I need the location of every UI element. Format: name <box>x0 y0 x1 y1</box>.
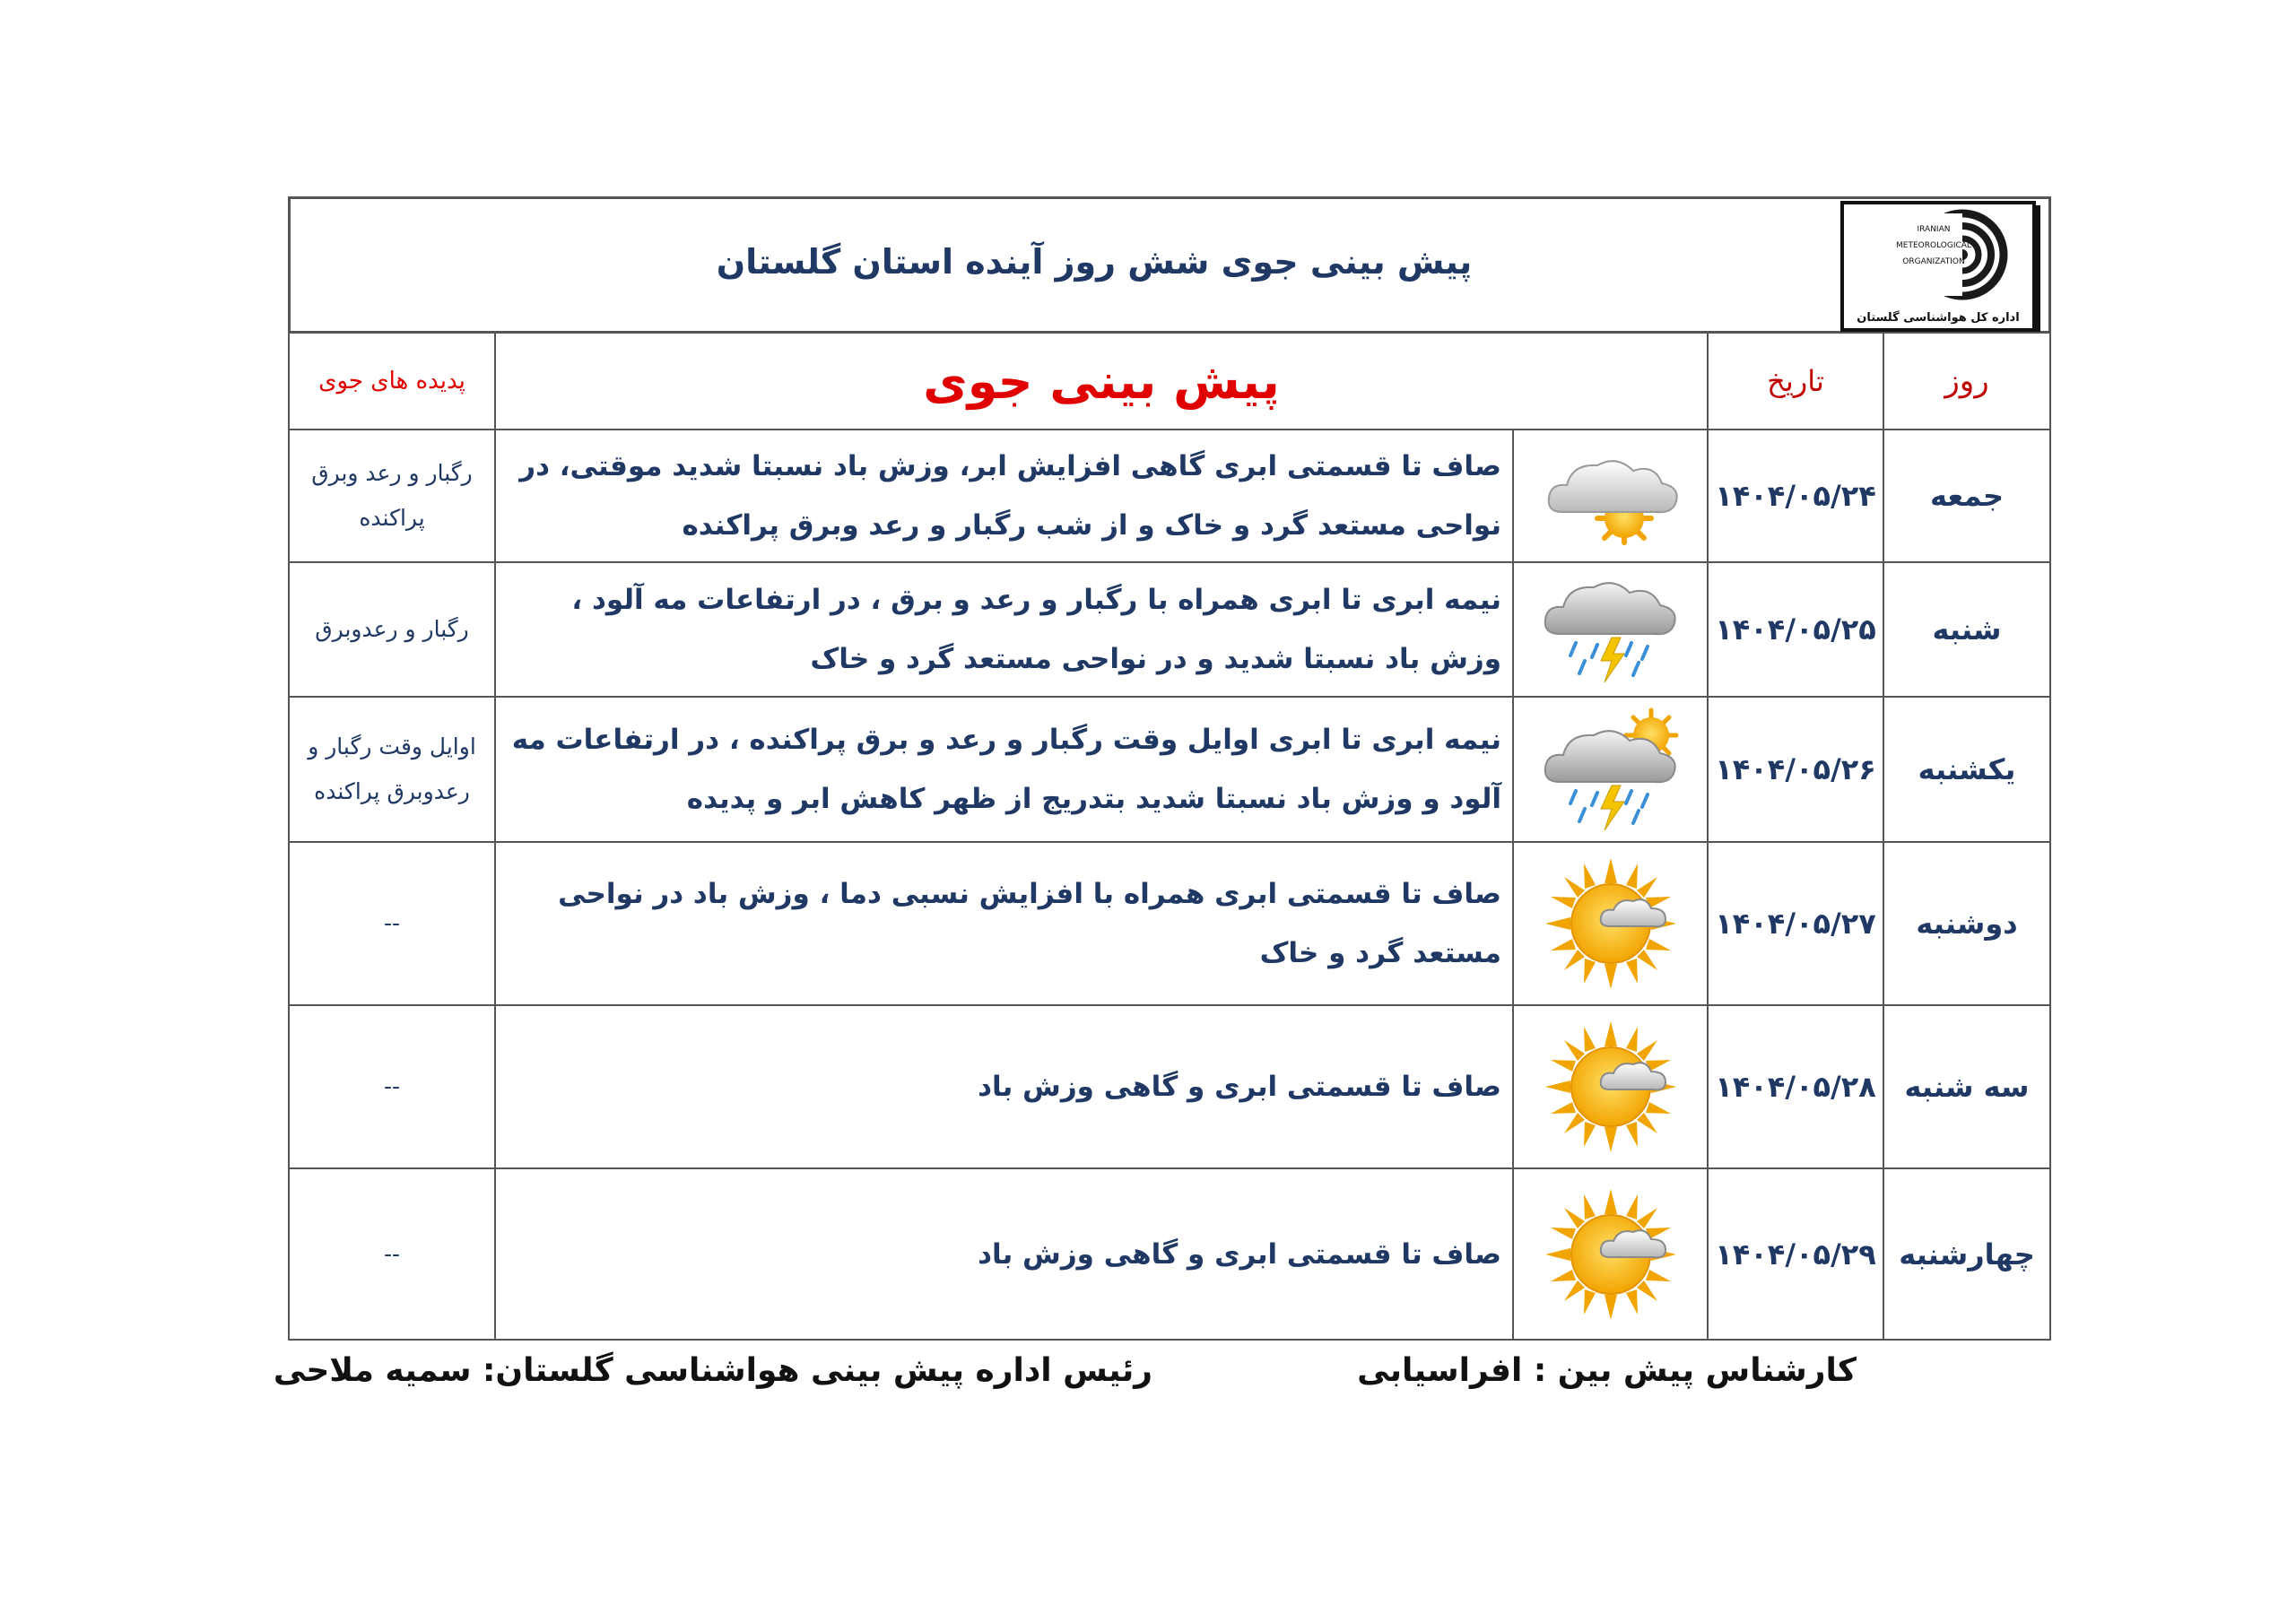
table-row-day: جمعه <box>1883 429 2051 563</box>
table-row-date: ۱۴۰۴/۰۵/۲۹ <box>1707 1167 1884 1341</box>
forecast-text: نیمه ابری تا ابری اوایل وقت رگبار و رعد و برق پراکنده ، در ارتفاعات مه آلود و وزش باد نسبتا شدید بتدریج از ظهر کاهش ابر و پدیده <box>511 724 1501 815</box>
partly-cloudy-sun-icon <box>1512 429 1709 563</box>
svg-text:IRANIAN: IRANIAN <box>1917 225 1951 234</box>
logo-caption: اداره کل هواشناسی گلستان <box>1857 311 2020 325</box>
forecast-text: صاف تا قسمتی ابری و گاهی وزش باد <box>978 1237 1501 1271</box>
column-header-forecast: پیش بینی جوی <box>494 332 1709 430</box>
column-header-day: روز <box>1883 332 2051 430</box>
table-row-forecast <box>494 1004 1514 1169</box>
table-row-phenomena: -- <box>288 841 496 1006</box>
forecast-text: صاف تا قسمتی ابری و گاهی وزش باد <box>978 1071 1501 1103</box>
sun-small-cloud-icon <box>1512 1004 1709 1169</box>
sun-small-cloud-icon <box>1512 841 1709 1006</box>
thunderstorm-rain-icon <box>1512 561 1709 698</box>
table-row-forecast <box>494 429 1514 563</box>
table-row-date: ۱۴۰۴/۰۵/۲۶ <box>1707 696 1884 843</box>
table-row-day: سه شنبه <box>1883 1004 2051 1169</box>
table-row-forecast <box>494 1167 1514 1341</box>
table-row-date: ۱۴۰۴/۰۵/۲۴ <box>1707 429 1884 563</box>
column-header-date: تاریخ <box>1707 332 1884 430</box>
table-row-phenomena: اوایل وقت رگبار و رعدوبرق پراکنده <box>288 696 496 843</box>
table-row-phenomena: -- <box>288 1004 496 1169</box>
table-row-forecast <box>494 561 1514 698</box>
table-row-forecast <box>494 841 1514 1006</box>
forecaster-signature: کارشناس پیش بین : افراسیابی <box>1357 1352 1857 1389</box>
forecast-text: نیمه ابری تا ابری همراه با رگبار و رعد و برق ، در ارتفاعات مه آلود ، وزش باد نسبتا شدید و در نواحی مستعد گرد و خاک <box>571 584 1501 675</box>
forecast-text: صاف تا قسمتی ابری گاهی افزایش ابر، وزش باد نسبتا شدید موقتی، در نواحی مستعد گرد و خاک و از شب رگبار و رعد وبرق پراکنده <box>519 450 1501 542</box>
svg-text:METEOROLOGICAL: METEOROLOGICAL <box>1896 241 1971 250</box>
table-row-forecast <box>494 696 1514 843</box>
table-row-date: ۱۴۰۴/۰۵/۲۷ <box>1707 841 1884 1006</box>
page-title: پیش بینی جوی شش روز آینده استان گلستان <box>716 242 1473 282</box>
sun-small-cloud-icon <box>1512 1167 1709 1341</box>
table-row-day: شنبه <box>1883 561 2051 698</box>
head-signature: رئیس اداره پیش بینی هواشناسی گلستان: سمیه ملاحی <box>273 1352 1152 1389</box>
table-row-phenomena: رگبار و رعدوبرق <box>288 561 496 698</box>
table-row-phenomena: رگبار و رعد وبرق پراکنده <box>288 429 496 563</box>
table-row-date: ۱۴۰۴/۰۵/۲۵ <box>1707 561 1884 698</box>
table-row-phenomena: -- <box>288 1167 496 1341</box>
svg-text:ORGANIZATION: ORGANIZATION <box>1902 257 1965 266</box>
table-row-day: چهارشنبه <box>1883 1167 2051 1341</box>
table-row-day: یکشنبه <box>1883 696 2051 843</box>
column-header-phenomena: پدیده های جوی <box>288 332 496 430</box>
table-row-date: ۱۴۰۴/۰۵/۲۸ <box>1707 1004 1884 1169</box>
sun-thunderstorm-rain-icon <box>1512 696 1709 843</box>
forecast-text: صاف تا قسمتی ابری همراه با افزایش نسبی دما ، وزش باد در نواحی مستعد گرد و خاک <box>558 878 1501 969</box>
meteorological-organization-logo <box>1840 201 2036 332</box>
table-row-day: دوشنبه <box>1883 841 2051 1006</box>
